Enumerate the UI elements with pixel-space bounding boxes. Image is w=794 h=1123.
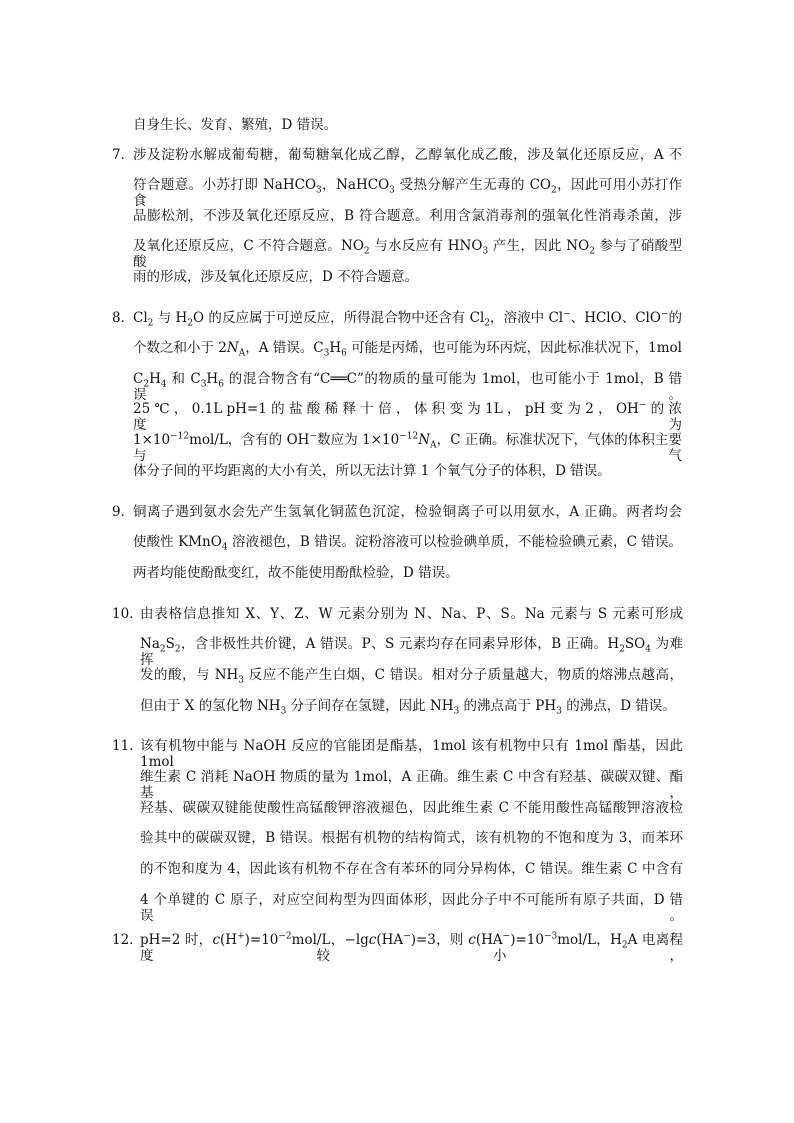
text-line: 两者均能使酚酞变红，故不能使用酚酞检验，D 错误。 [133, 565, 459, 581]
text-line: 铜离子遇到氨水会先产生氢氧化铜蓝色沉淀，检验铜离子可以用氨水，A 正确。两者均会 [133, 504, 682, 520]
item-number: 10． [112, 606, 143, 622]
text-line: 发的酸，与 $NH_3$ 反应不能产生白烟，C 错误。相对分子质量越大，物质的熔沸点越高， [140, 667, 683, 686]
text-line: 及氧化还原反应，C 不符合题意。$NO_2$ 与水反应有 $HNO_3$ 产生，因此 $NO_2$ 参与了硝酸型酸 [133, 238, 682, 270]
item-number: 7． [112, 147, 135, 163]
text-line: 符合题意。小苏打即 NaHCO$_3$，NaHCO$_3$ 受热分解产生无毒的 $CO_2$，因此可用小苏打作食 [133, 177, 683, 209]
text-line: 的不饱和度为 4，因此该有机物不存在含有苯环的同分异构体，C 错误。维生素 C 中含有 [140, 861, 683, 877]
item-number: 11． [112, 738, 143, 754]
text-line: 4 个单键的 C 原子，对应空间构型为四面体形，因此分子中不可能所有原子共面，D 错误。 [140, 892, 683, 924]
text-line: 羟基、碳碳双键能使酸性高锰酸钾溶液褪色，因此维生素 C 不能用酸性高锰酸钾溶液检 [140, 800, 683, 816]
text-line: 自身生长、发育、繁殖，D 错误。 [133, 117, 338, 133]
item-number: 8． [112, 310, 135, 326]
text-line: 25 ℃ ， 0.1L pH=1 的 盐 酸 稀 释 十 倍 ， 体 积 变 为 1L ， pH 变 为 2 ， OH− 的 浓 度 为 [133, 400, 682, 433]
text-line: 雨的形成，涉及氧化还原反应，D 不符合题意。 [133, 269, 419, 285]
text-line: $Cl_2$ 与 $H_2O$ 的反应属于可逆反应，所得混合物中还含有 $Cl_2$，溶液中 Cl−、HClO、ClO−的 [133, 309, 683, 329]
text-line: 但由于 X 的氢化物 $NH_3$ 分子间存在氢键，因此 $NH_3$ 的沸点高于 $PH_3$ 的沸点，D 错误。 [140, 698, 676, 717]
item-number: 9． [112, 504, 135, 520]
item-number: 12． [112, 932, 143, 948]
text-line: 个数之和小于 $2N_A$，A 错误。$C_3H_6$ 可能是丙烯，也可能为环丙烷，因此标准状况下，1mol [133, 340, 682, 359]
text-line: 品膨松剂，不涉及氧化还原反应，B 符合题意。利用含氯消毒剂的强氧化性消毒杀菌，涉 [133, 208, 682, 224]
text-line: 由表格信息推知 X、Y、Z、W 元素分别为 N、Na、P、S。Na 元素与 S 元素可形成 [140, 606, 683, 622]
text-line: 涉及淀粉水解成葡萄糖，葡萄糖氧化成乙醇，乙醇氧化成乙酸，涉及氧化还原反应，A 不 [133, 147, 682, 163]
text-line: pH=2 时，$c(H^+)=10^{-2}mol/L$，−lgc(HA−)=3，则 $c(HA^-)=10^{-3}mol/L$，$H_2A$ 电离程度较小， [140, 931, 683, 964]
text-line: 维生素 C 消耗 NaOH 物质的量为 1mol，A 正确。维生素 C 中含有羟基、碳碳双键、酯基， [140, 769, 683, 801]
text-line: $1\times 10^{-12}mol/L$，含有的 OH−数应为 $1\times 10^{-12}N_A$，C 正确。标准状况下，气体的体积主要与气 [133, 431, 682, 464]
text-line: $Na_2S_2$，含非极性共价键，A 错误。P、S 元素均存在同素异形体，B 正确。$H_2SO_4$ 为难挥 [140, 636, 683, 668]
text-line: $C_2H_4$ 和 $C_3H_6$ 的混合物含有“C══C”的物质的量可能为 1mol，也可能小于 1mol，B 错误。 [133, 371, 682, 403]
text-line: 使酸性 KMnO$_4$ 溶液褪色，B 错误。淀粉溶液可以检验碘单质，不能检验碘元素，C 错误。 [133, 534, 682, 553]
text-line: 该有机物中能与 NaOH 反应的官能团是酯基，1mol 该有机物中只有 1mol 酯基，因此 1mol [140, 738, 683, 770]
text-line: 验其中的碳碳双键，B 错误。根据有机物的结构简式，该有机物的不饱和度为 3，而苯环 [140, 830, 683, 846]
text-line: 体分子间的平均距离的大小有关，所以无法计算 1 个氧气分子的体积，D 错误。 [133, 463, 611, 479]
